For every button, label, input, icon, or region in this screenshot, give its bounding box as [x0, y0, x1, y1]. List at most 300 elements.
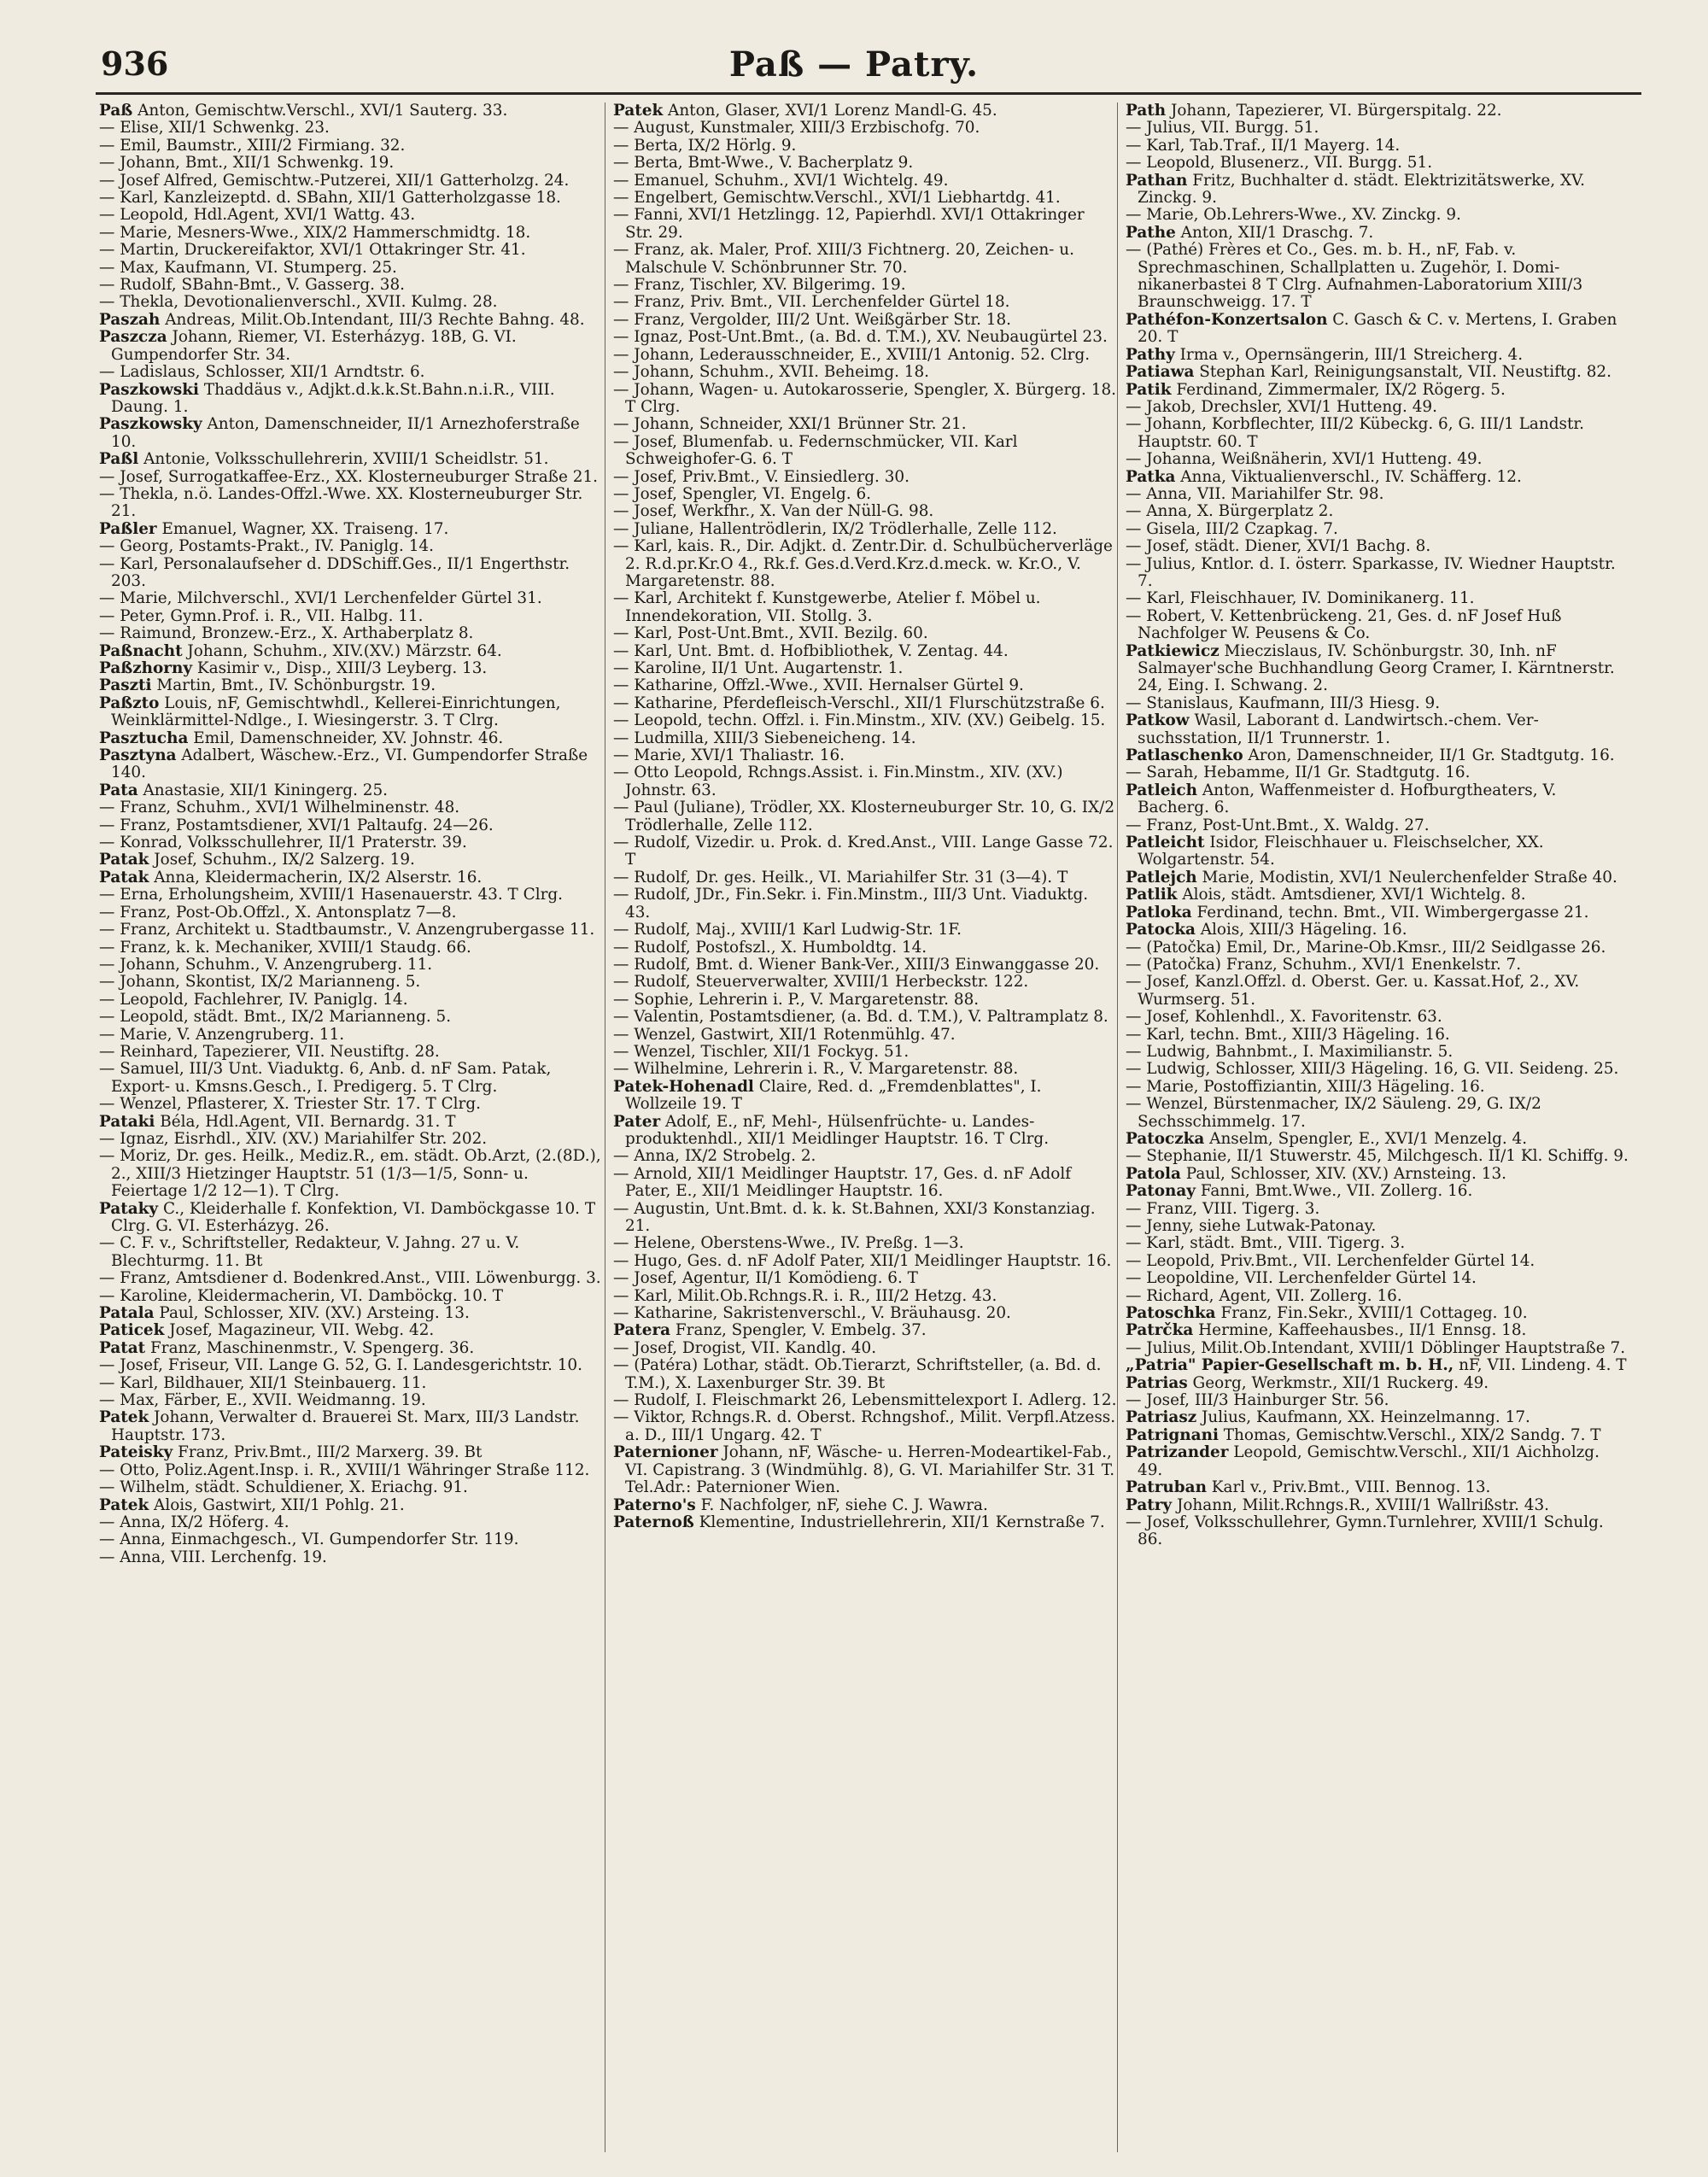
directory-entry	[613, 1444, 1117, 1496]
entry-surname: Pathéfon-Konzertsalon	[1126, 310, 1328, 329]
entry-text: — Marie, Postoffiziantin, XIII/3 Hägeling. 16.	[1126, 1077, 1485, 1096]
entry-text: Karl v., Priv.Bmt., VIII. Bennog. 13.	[1206, 1478, 1491, 1497]
entry-surname: Pateisky	[99, 1443, 173, 1462]
entry-text: — Josef, Agentur, II/1 Komödieng. 6. T	[613, 1269, 918, 1288]
directory-entry	[99, 1027, 603, 1044]
entry-text: — (Pathé) Frères et Co., Ges. m. b. H., nF, Fab. v. Sprechmaschinen, Schallplatten u. Zugehör, I. Dominikanerbastei 8 T Clrg. Aufnahmen-Laboratorium XIII/3 Braunschweigg. 17. T	[1126, 241, 1583, 312]
directory-entry	[99, 887, 603, 904]
entry-text: Ferdinand, techn. Bmt., VII. Wimbergergasse 21.	[1191, 903, 1589, 922]
entry-text: — Julius, Kntlor. d. I. österr. Sparkasse, IV. Wiedner Hauptstr. 7.	[1126, 554, 1616, 590]
directory-entry	[99, 1479, 603, 1496]
directory-entry	[613, 434, 1117, 469]
entry-surname: Paszkowski	[99, 380, 199, 399]
directory-entry	[99, 1096, 603, 1113]
entry-text: Emil, Damenschneider, XV. Johnstr. 46.	[188, 729, 504, 747]
directory-entry	[99, 486, 603, 521]
entry-text: Irma v., Opernsängerin, III/1 Streicherg. 4.	[1174, 345, 1524, 364]
directory-entry	[1126, 712, 1629, 747]
directory-entry	[1126, 1427, 1629, 1444]
directory-entry	[1126, 138, 1629, 155]
entry-text: — Josef, Surrogatkaffee-Erz., XX. Klosterneuburger Straße 21.	[99, 467, 599, 486]
entry-text: — Sophie, Lehrerin i. P., V. Margaretenstr. 88.	[613, 990, 980, 1009]
entry-surname: Patoczka	[1126, 1129, 1205, 1148]
entry-text: — Marie, Ob.Lehrers-Wwe., XV. Zinckg. 9.	[1126, 206, 1461, 225]
entry-surname: Patry	[1126, 1495, 1173, 1514]
entry-surname: Paßnacht	[99, 641, 183, 660]
directory-entry	[613, 1044, 1117, 1061]
directory-entry	[99, 957, 603, 974]
entry-surname: Paßler	[99, 519, 157, 538]
entry-surname: Patlik	[1126, 886, 1178, 904]
directory-entry	[99, 538, 603, 555]
directory-entry	[99, 608, 603, 625]
directory-entry	[613, 922, 1117, 939]
entry-text: Adalbert, Wäschew.-Erz., VI. Gumpendorfer Straße 140.	[111, 746, 588, 782]
directory-entry	[1126, 1131, 1629, 1148]
directory-entry	[99, 747, 603, 782]
directory-entry	[99, 1357, 603, 1374]
directory-entry	[1126, 1392, 1629, 1409]
directory-entry	[1126, 834, 1629, 869]
entry-surname: Patruban	[1126, 1478, 1207, 1497]
entry-text: — Fanni, XVI/1 Hetzlingg. 12, Papierhdl. XVI/1 Ottakringer Str. 29.	[613, 206, 1085, 242]
entry-text: — Johann, Schuhm., XVII. Beheimg. 18.	[613, 363, 930, 382]
directory-entry	[613, 695, 1117, 712]
entry-surname: Patkiewicz	[1126, 641, 1220, 660]
entry-text: — Ludwig, Bahnbmt., I. Maximilianstr. 5.	[1126, 1042, 1454, 1061]
directory-entry	[99, 1305, 603, 1322]
entry-text: Thaddäus v., Adjkt.d.k.k.St.Bahn.n.i.R., VIII. Daung. 1.	[111, 380, 555, 416]
entry-text: — Josef, Friseur, VII. Lange G. 52, G. I. Landesgerichtstr. 10.	[99, 1356, 582, 1375]
directory-entry	[1126, 1009, 1629, 1026]
directory-entry	[613, 1009, 1117, 1026]
entry-text: — Martin, Druckereifaktor, XVI/1 Ottakringer Str. 41.	[99, 241, 526, 260]
entry-text: — Katharine, Offzl.-Wwe., XVII. Hernalser Gürtel 9.	[613, 676, 1024, 695]
directory-entry	[1126, 486, 1629, 503]
entry-surname: Patka	[1126, 467, 1176, 486]
entry-text: — Josef, Priv.Bmt., V. Einsiedlerg. 30.	[613, 467, 910, 486]
directory-entry	[1126, 782, 1629, 817]
column-2	[613, 102, 1117, 2152]
entry-text: — Hugo, Ges. d. nF Adolf Pater, XII/1 Meidlinger Hauptstr. 16.	[613, 1251, 1112, 1270]
directory-entry	[99, 312, 603, 329]
directory-entry	[613, 382, 1117, 417]
directory-entry	[99, 1044, 603, 1061]
entry-text: — Raimund, Bronzew.-Erz., X. Arthaberplatz 8.	[99, 624, 474, 643]
directory-entry	[613, 521, 1117, 538]
directory-entry	[1126, 695, 1629, 712]
entry-text: — Karl, Unt. Bmt. d. Hofbibliothek, V. Zentag. 44.	[613, 641, 1009, 660]
entry-surname: Paßzhorny	[99, 659, 193, 677]
directory-entry	[613, 277, 1117, 294]
directory-entry	[99, 1409, 603, 1444]
entry-text: Anton, Glaser, XVI/1 Lorenz Mandl-G. 45.	[663, 102, 997, 120]
entry-text: Anton, XII/1 Draschg. 7.	[1175, 223, 1374, 242]
entry-text: — Katharine, Sakristenverschl., V. Bräuhausg. 20.	[613, 1304, 1011, 1323]
directory-entry	[99, 974, 603, 991]
directory-entry	[613, 1392, 1117, 1409]
entry-text: Georg, Werkmstr., XII/1 Ruckerg. 49.	[1187, 1373, 1489, 1392]
entry-text: Mieczislaus, IV. Schönburgstr. 30, Inh. nF Salmayer'sche Buchhandlung Georg Cramer, I. Kärntnerstr. 24, Eing. I. Schwang. 2.	[1138, 641, 1615, 695]
entry-surname: Patrignani	[1126, 1425, 1219, 1444]
entry-text: — Viktor, Rchngs.R. d. Oberst. Rchngshof., Milit. Verpfl.Atzess. a. D., III/1 Ungarg. 42. T	[613, 1408, 1116, 1444]
directory-entry	[613, 957, 1117, 974]
directory-entry	[1126, 887, 1629, 904]
directory-entry	[1126, 974, 1629, 1009]
entry-text: — Karl, Post-Unt.Bmt., XVII. Bezilg. 60.	[613, 624, 928, 643]
entry-text: — Karl, Fleischhauer, IV. Dominikanerg. 11.	[1126, 589, 1475, 608]
directory-entry	[99, 730, 603, 747]
directory-entry	[613, 660, 1117, 677]
directory-entry	[613, 1079, 1117, 1114]
directory-entry	[99, 190, 603, 207]
directory-entry	[1126, 643, 1629, 695]
column-divider-2	[1117, 102, 1118, 2152]
entry-text: — Helene, Oberstens-Wwe., IV. Preßg. 1—3.	[613, 1234, 964, 1253]
directory-entry	[1126, 1201, 1629, 1218]
entry-text: — Josef, Kanzl.Offzl. d. Oberst. Ger. u. Kassat.Hof, 2., XV. Wurmserg. 51.	[1126, 973, 1580, 1009]
entry-text: — Richard, Agent, VII. Zollerg. 16.	[1126, 1286, 1402, 1305]
directory-entry	[1126, 120, 1629, 137]
directory-entry	[1126, 416, 1629, 451]
directory-entry	[99, 155, 603, 172]
entry-surname: Patek-Hohenadl	[613, 1077, 754, 1096]
directory-entry	[613, 1061, 1117, 1078]
entry-text: C., Kleiderhalle f. Konfektion, VI. Damböckgasse 10. T Clrg. G. VI. Esterházyg. 26.	[111, 1199, 596, 1235]
directory-entry	[613, 242, 1117, 277]
entry-text: — Anna, Einmachgesch., VI. Gumpendorfer Str. 119.	[99, 1530, 519, 1549]
entry-text: — Franz, Tischler, XV. Bilgerimg. 19.	[613, 276, 906, 295]
entry-text: — Johann, Korbflechter, III/2 Kübeckg. 6, G. III/1 Landstr. Hauptstr. 60. T	[1126, 415, 1584, 451]
entry-text: — Anna, IX/2 Strobelg. 2.	[613, 1147, 816, 1166]
entry-text: — Rudolf, Maj., XVIII/1 Karl Ludwig-Str. 1F.	[613, 921, 962, 939]
entry-surname: Paticek	[99, 1321, 165, 1340]
entry-text: — Karl, Architekt f. Kunstgewerbe, Atelier f. Möbel u. Innendekoration, VII. Stollg. 3.	[613, 589, 1041, 625]
directory-entry	[613, 869, 1117, 887]
entry-text: — Josef, Spengler, VI. Engelg. 6.	[613, 484, 871, 503]
entry-surname: Pataky	[99, 1199, 159, 1218]
entry-text: — Anna, IX/2 Höferg. 4.	[99, 1513, 290, 1531]
entry-text: Johann, Milit.Rchngs.R., XVIII/1 Wallrißstr. 43.	[1172, 1495, 1550, 1514]
entry-text: Johann, Tapezierer, VI. Bürgerspitalg. 22.	[1166, 102, 1502, 120]
directory-entry	[613, 1409, 1117, 1444]
directory-entry	[1126, 1079, 1629, 1096]
entry-text: Béla, Hdl.Agent, VII. Bernardg. 31. T	[155, 1112, 456, 1131]
directory-entry	[99, 1288, 603, 1305]
entry-text: — Jenny, siehe Lutwak-Patonay.	[1126, 1217, 1377, 1235]
column-1	[99, 102, 603, 2152]
directory-entry	[99, 138, 603, 155]
entry-text: — Josef Alfred, Gemischtw.-Putzerei, XII/1 Gatterholzg. 24.	[99, 171, 570, 190]
directory-entry	[99, 469, 603, 486]
entry-text: — Johann, Bmt., XII/1 Schwenkg. 19.	[99, 154, 395, 173]
column-3	[1126, 102, 1629, 2152]
directory-entry	[613, 469, 1117, 486]
entry-text: Aron, Damenschneider, II/1 Gr. Stadtgutg. 16.	[1243, 746, 1615, 765]
entry-surname: Paszah	[99, 310, 161, 329]
entry-text: — Johann, Lederausschneider, E., XVIII/1 Antonig. 52. Clrg.	[613, 345, 1091, 364]
entry-text: — Berta, Bmt-Wwe., V. Bacherplatz 9.	[613, 154, 914, 173]
directory-entry	[613, 102, 1117, 120]
directory-entry	[613, 1340, 1117, 1357]
directory-entry	[99, 1549, 603, 1566]
entry-text: — Josef, Blumenfab. u. Federnschmücker, VII. Karl Schweighofer-G. 6. T	[613, 432, 1018, 469]
entry-text: — Josef, Kohlenhdl., X. Favoritenstr. 63.	[1126, 1008, 1442, 1027]
directory-entry	[99, 799, 603, 816]
entry-text: Ferdinand, Zimmermaler, IX/2 Rögerg. 5.	[1171, 380, 1506, 399]
entry-surname: Paternoß	[613, 1513, 694, 1531]
directory-entry	[613, 486, 1117, 503]
entry-text: Anselm, Spengler, E., XVI/1 Menzelg. 4.	[1204, 1129, 1528, 1148]
entry-text: — Johann, Wagen- u. Autokarosserie, Spengler, X. Bürgerg. 18. T Clrg.	[613, 380, 1116, 416]
directory-entry	[613, 799, 1117, 834]
entry-text: Andreas, Milit.Ob.Intendant, III/3 Rechte Bahng. 48.	[160, 310, 585, 329]
entry-surname: Patleicht	[1126, 834, 1205, 852]
directory-entry	[613, 190, 1117, 207]
entry-text: — Julius, VII. Burgg. 51.	[1126, 119, 1319, 138]
entry-text: — Johann, Skontist, IX/2 Marianneng. 5.	[99, 973, 421, 992]
entry-text: — Karl, Milit.Ob.Rchngs.R. i. R., III/2 Hetzg. 43.	[613, 1286, 997, 1305]
entry-text: — Emanuel, Schuhm., XVI/1 Wichtelg. 49.	[613, 171, 949, 190]
directory-entry	[1126, 207, 1629, 224]
directory-entry	[99, 1497, 603, 1514]
running-head: Paß — Patry.	[728, 44, 980, 85]
directory-entry	[1126, 1357, 1629, 1374]
entry-text: Wasil, Laborant d. Landwirtsch.-chem. Versuchsstation, II/1 Trunnerstr. 1.	[1138, 711, 1539, 747]
directory-entry	[613, 992, 1117, 1009]
entry-text: — Max, Färber, E., XVII. Weidmanng. 19.	[99, 1391, 426, 1410]
entry-text: — Konrad, Volksschullehrer, II/1 Praterstr. 39.	[99, 834, 467, 852]
entry-surname: Patrizander	[1126, 1443, 1229, 1462]
directory-entry	[613, 1027, 1117, 1044]
entry-text: — Marie, V. Anzengruberg. 11.	[99, 1025, 345, 1044]
entry-text: — Karoline, II/1 Unt. Augartenstr. 1.	[613, 659, 904, 677]
entry-text: — Stanislaus, Kaufmann, III/3 Hiesg. 9.	[1126, 693, 1441, 712]
directory-entry	[613, 834, 1117, 869]
directory-entry	[99, 1444, 603, 1461]
entry-text: — Josef, III/3 Hainburger Str. 56.	[1126, 1391, 1389, 1410]
entry-text: Johann, nF, Wäsche- u. Herren-Modeartikel-Fab., VI. Capistrang. 3 (Windmühlg. 8), G. VI. Mariahilfer Str. 31 T. Tel.Adr.: Paternioner Wien.	[625, 1443, 1115, 1497]
entry-text: — Emil, Baumstr., XIII/2 Firmiang. 32.	[99, 136, 406, 155]
entry-text: — Leopold, städt. Bmt., IX/2 Marianneng. 5.	[99, 1008, 452, 1027]
directory-entry	[1126, 1288, 1629, 1305]
directory-entry	[99, 1514, 603, 1531]
entry-surname: Pasztyna	[99, 746, 177, 765]
entry-surname: Paszcza	[99, 328, 167, 347]
entry-text: — Ludmilla, XIII/3 Siebeneicheng. 14.	[613, 729, 916, 747]
directory-entry	[613, 974, 1117, 991]
entry-text: — Samuel, III/3 Unt. Viaduktg. 6, Anb. d. nF Sam. Patak, Export- u. Kmsns.Gesch., I. Predigerg. 5. T Clrg.	[99, 1060, 552, 1096]
entry-text: Alois, XIII/3 Hägeling. 16.	[1195, 921, 1407, 939]
entry-text: — Leopold, Fachlehrer, IV. Paniglg. 14.	[99, 990, 408, 1009]
directory-entry	[1126, 1444, 1629, 1479]
entry-text: — Marie, Milchverschl., XVI/1 Lerchenfelder Gürtel 31.	[99, 589, 542, 608]
entry-text: — Sarah, Hebamme, II/1 Gr. Stadtgutg. 16.	[1126, 764, 1471, 782]
entry-surname: Patrias	[1126, 1373, 1188, 1392]
entry-text: — Paul (Juliane), Trödler, XX. Klosterneuburger Str. 10, G. IX/2 Trödlerhalle, Zelle 112.	[613, 799, 1115, 834]
entry-text: F. Nachfolger, nF, siehe C. J. Wawra.	[695, 1495, 988, 1514]
entry-surname: Paszti	[99, 676, 152, 695]
entry-text: Klementine, Industriellehrerin, XII/1 Kernstraße 7.	[693, 1513, 1105, 1531]
entry-text: — Robert, V. Kettenbrückeng. 21, Ges. d. nF Josef Huß Nachfolger W. Peusens & Co.	[1126, 606, 1562, 643]
directory-entry	[1126, 590, 1629, 607]
directory-entry	[1126, 1253, 1629, 1270]
entry-text: Franz, Spengler, V. Embelg. 37.	[670, 1321, 927, 1340]
directory-entry	[1126, 382, 1629, 399]
entry-text: — Leopold, Priv.Bmt., VII. Lerchenfelder Gürtel 14.	[1126, 1251, 1535, 1270]
entry-text: — Johann, Schuhm., V. Anzengruberg. 11.	[99, 955, 433, 974]
directory-entry	[1126, 469, 1629, 486]
directory-entry	[99, 1375, 603, 1392]
entry-text: — Otto Leopold, Rchngs.Assist. i. Fin.Minstm., XIV. (XV.) Johnstr. 63.	[613, 764, 1063, 799]
entry-text: — Jakob, Drechsler, XVI/1 Hutteng. 49.	[1126, 397, 1437, 416]
directory-entry	[99, 521, 603, 538]
entry-text: Fritz, Buchhalter d. städt. Elektrizitätswerke, XV. Zinckg. 9.	[1138, 171, 1585, 208]
directory-entry	[99, 677, 603, 694]
directory-entry	[1126, 1270, 1629, 1287]
entry-text: Josef, Magazineur, VII. Webg. 42.	[164, 1321, 435, 1340]
entry-surname: Patrčka	[1126, 1321, 1194, 1340]
entry-text: — Karl, städt. Bmt., VIII. Tigerg. 3.	[1126, 1234, 1406, 1253]
entry-surname: Patkow	[1126, 711, 1190, 730]
directory-entry	[1126, 225, 1629, 242]
directory-entry	[1126, 1235, 1629, 1252]
directory-entry	[613, 939, 1117, 957]
entry-surname: Pata	[99, 781, 138, 799]
entry-text: Emanuel, Wagner, XX. Traiseng. 17.	[156, 519, 449, 538]
entry-text: — Julius, Milit.Ob.Intendant, XVIII/1 Döblinger Hauptstraße 7.	[1126, 1338, 1626, 1357]
entry-text: — Anna, VII. Mariahilfer Str. 98.	[1126, 484, 1384, 503]
entry-text: — (Patočka) Emil, Dr., Marine-Ob.Kmsr., III/2 Seidlgasse 26.	[1126, 938, 1606, 957]
entry-text: — Leopold, Hdl.Agent, XVI/1 Wattg. 43.	[99, 206, 416, 225]
entry-text: — Rudolf, I. Fleischmarkt 26, Lebensmittelexport I. Adlerg. 12.	[613, 1391, 1117, 1410]
directory-entry	[613, 1253, 1117, 1270]
entry-surname: „Patria" Papier-Gesellschaft m. b. H.,	[1126, 1356, 1454, 1375]
directory-entry	[1126, 1044, 1629, 1061]
entry-text: — Otto, Poliz.Agent.Insp. i. R., XVIII/1 Währinger Straße 112.	[99, 1460, 590, 1479]
entry-text: — Anna, X. Bürgerplatz 2.	[1126, 502, 1334, 521]
entry-surname: Pathan	[1126, 171, 1188, 190]
directory-entry	[1126, 347, 1629, 364]
directory-entry	[613, 1514, 1117, 1531]
entry-text: — Marie, XVI/1 Thaliastr. 16.	[613, 746, 845, 765]
directory-entry	[1126, 1218, 1629, 1235]
directory-entry	[1126, 1375, 1629, 1392]
entry-text: — Karoline, Kleidermacherin, VI. Damböckg. 10. T	[99, 1286, 503, 1305]
directory-entry	[1126, 451, 1629, 468]
entry-surname: Paß	[99, 102, 133, 120]
entry-text: Julius, Kaufmann, XX. Heinzelmanng. 17.	[1196, 1408, 1530, 1427]
directory-entry	[613, 173, 1117, 190]
directory-entry	[99, 556, 603, 591]
entry-text: — Leopoldine, VII. Lerchenfelder Gürtel 14.	[1126, 1269, 1477, 1288]
directory-entry	[1126, 1497, 1629, 1514]
entry-text: — Anna, VIII. Lerchenfg. 19.	[99, 1548, 327, 1566]
entry-surname: Patonay	[1126, 1182, 1196, 1201]
entry-text: Adolf, E., nF, Mehl-, Hülsenfrüchte- u. Landesproduktenhdl., XII/1 Meidlinger Hauptstr. 16. T Clrg.	[625, 1112, 1050, 1148]
entry-surname: Patloka	[1126, 903, 1192, 922]
directory-entry	[1126, 1340, 1629, 1357]
entry-text: — Wenzel, Bürstenmacher, IX/2 Säuleng. 29, G. IX/2 Sechsschimmelg. 17.	[1126, 1095, 1541, 1131]
entry-text: Franz, Maschinenmstr., V. Spengerg. 36.	[145, 1338, 475, 1357]
directory-entry	[99, 260, 603, 277]
entry-text: — Franz, VIII. Tigerg. 3.	[1126, 1199, 1320, 1218]
entry-text: — Rudolf, SBahn-Bmt., V. Gasserg. 38.	[99, 276, 406, 295]
entry-text: Franz, Fin.Sekr., XVIII/1 Cottageg. 10.	[1215, 1304, 1528, 1323]
directory-entry	[613, 1497, 1117, 1514]
entry-text: — Ludwig, Schlosser, XIII/3 Hägeling. 16, G. VII. Seideng. 25.	[1126, 1060, 1619, 1079]
directory-entry	[1126, 904, 1629, 922]
entry-text: Franz, Priv.Bmt., III/2 Marxerg. 39. Bt	[173, 1443, 483, 1462]
directory-entry	[613, 1305, 1117, 1322]
entry-surname: Pathe	[1126, 223, 1176, 242]
directory-entry	[613, 120, 1117, 137]
directory-entry	[1126, 608, 1629, 643]
entry-text: — Rudolf, Vizedir. u. Prok. d. Kred.Anst., VIII. Lange Gasse 72. T	[613, 834, 1114, 869]
entry-text: — Leopold, techn. Offzl. i. Fin.Minstm., XIV. (XV.) Geibelg. 15.	[613, 711, 1106, 730]
directory-entry	[1126, 1322, 1629, 1339]
directory-entry	[99, 625, 603, 642]
entry-text: — Franz, Postamtsdiener, XVI/1 Paltaufg. 24—26.	[99, 816, 494, 834]
entry-text: — Josef, Drogist, VII. Kandlg. 40.	[613, 1338, 877, 1357]
directory-entry	[613, 312, 1117, 329]
entry-text: — Karl, Tab.Traf., II/1 Mayerg. 14.	[1126, 136, 1401, 155]
entry-text: — Erna, Erholungsheim, XVIII/1 Hasenauerstr. 43. T Clrg.	[99, 886, 564, 904]
entry-surname: Path	[1126, 102, 1167, 120]
entry-text: — Karl, Personalaufseher d. DDSchiff.Ges., II/1 Engerthstr. 203.	[99, 554, 570, 590]
entry-surname: Pathy	[1126, 345, 1175, 364]
directory-entry	[99, 660, 603, 677]
directory-entry	[613, 712, 1117, 729]
directory-entry	[613, 538, 1117, 590]
entry-text: Anton, Damenschneider, II/1 Arnezhoferstraße 10.	[111, 415, 580, 451]
directory-entry	[613, 329, 1117, 346]
directory-entry	[99, 364, 603, 381]
entry-surname: Patala	[99, 1304, 155, 1323]
directory-entry	[99, 277, 603, 294]
directory-entry	[1126, 1183, 1629, 1200]
directory-entry	[1126, 1305, 1629, 1322]
entry-text: — Franz, Vergolder, III/2 Unt. Weißgärber Str. 18.	[613, 310, 1012, 329]
directory-entry	[1126, 1409, 1629, 1426]
entry-text: — Franz, Amtsdiener d. Bodenkred.Anst., VIII. Löwenburgg. 3.	[99, 1269, 601, 1288]
entry-text: — (Patéra) Lothar, städt. Ob.Tierarzt, Schriftsteller, (a. Bd. d. T.M.), X. Laxenburger Str. 39. Bt	[613, 1356, 1102, 1392]
entry-surname: Patoschka	[1126, 1304, 1216, 1323]
directory-entry	[613, 138, 1117, 155]
directory-entry	[1126, 173, 1629, 208]
directory-entry	[1126, 817, 1629, 834]
entry-text: Martin, Bmt., IV. Schönburgstr. 19.	[151, 676, 436, 695]
entry-surname: Patriasz	[1126, 1408, 1197, 1427]
entry-text: Anna, Viktualienverschl., IV. Schäfferg. 12.	[1175, 467, 1522, 486]
directory-entry	[613, 294, 1117, 311]
entry-surname: Patocka	[1126, 921, 1196, 939]
entry-text: — Johann, Schneider, XXI/1 Brünner Str. 21.	[613, 415, 967, 434]
entry-text: Johann, Riemer, VI. Esterházyg. 18B, G. VI. Gumpendorfer Str. 34.	[111, 328, 517, 364]
directory-entry	[613, 643, 1117, 660]
entry-surname: Pater	[613, 1112, 661, 1131]
entry-surname: Patak	[99, 868, 149, 887]
entry-surname: Patik	[1126, 380, 1172, 399]
entry-text: Louis, nF, Gemischtwhdl., Kellerei-Einrichtungen, Weinklärmittel-Ndlge., I. Wiesingerstr. 3. T Clrg.	[111, 693, 561, 730]
directory-entry	[613, 207, 1117, 242]
directory-entry	[613, 1114, 1117, 1149]
entry-text: — Gisela, III/2 Czapkag. 7.	[1126, 519, 1338, 538]
directory-entry	[613, 1166, 1117, 1201]
entry-text: — Thekla, n.ö. Landes-Offzl.-Wwe. XX. Klosterneuburger Str. 21.	[99, 484, 583, 521]
directory-entry	[613, 347, 1117, 364]
directory-entry	[99, 782, 603, 799]
